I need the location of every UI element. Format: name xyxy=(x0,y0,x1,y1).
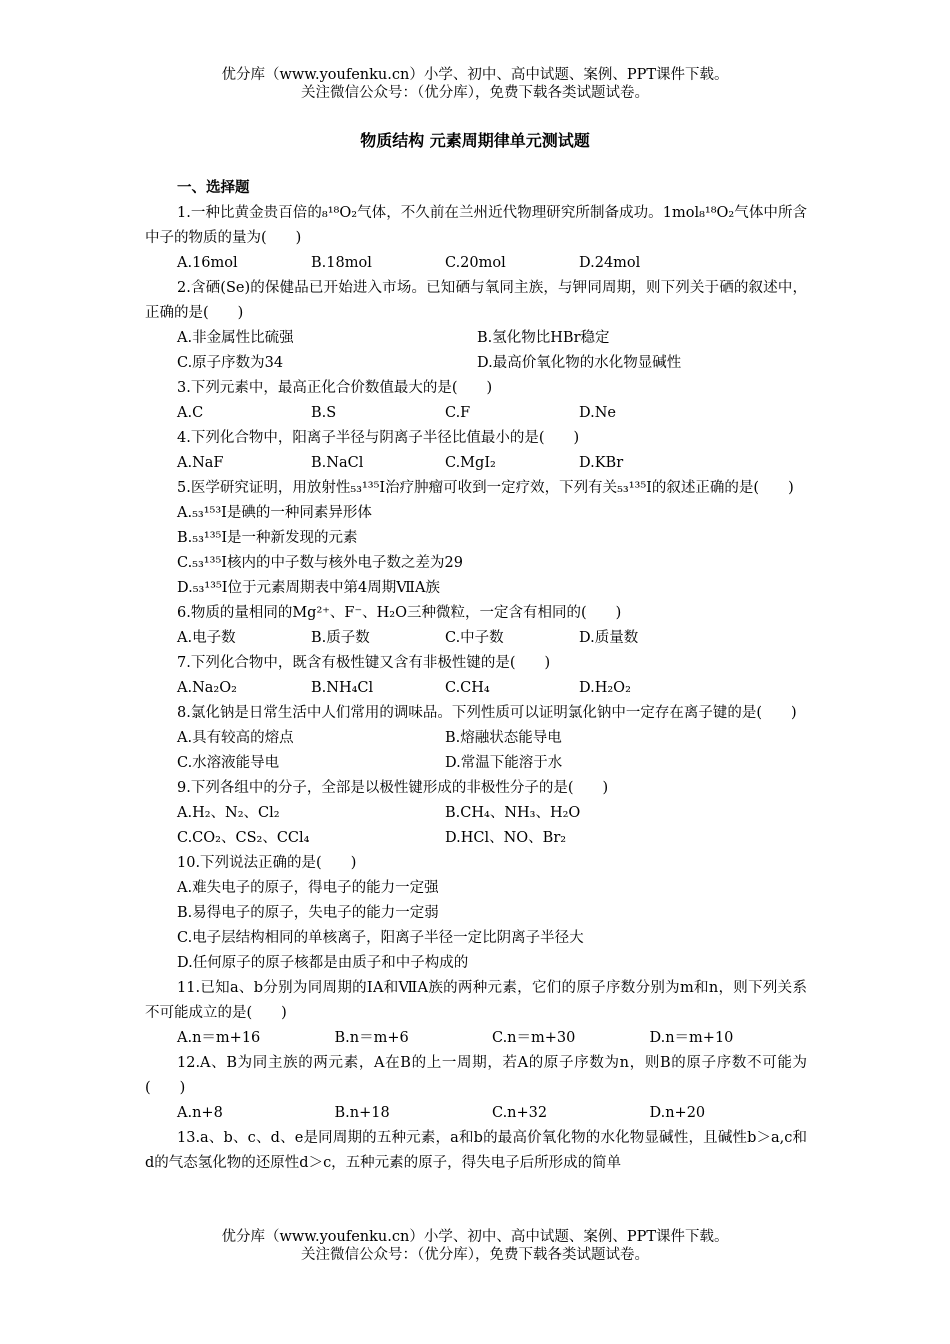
option: B.n+18 xyxy=(334,1105,390,1121)
question-13: 13.a、b、c、d、e是同周期的五种元素，a和b的最高价氧化物的水化物显碱性，且碱性b＞a,c和d的气态氢化物的还原性d＞c，五种元素的原子，得失电子后所形成的简单 xyxy=(145,1130,807,1171)
page-header xyxy=(0,66,950,102)
options-row xyxy=(145,951,807,976)
option: C.n＝m+30 xyxy=(492,1030,576,1046)
option: A.C xyxy=(177,405,204,421)
options-row xyxy=(145,451,807,476)
options-row xyxy=(145,676,807,701)
option: A.非金属性比硫强 xyxy=(177,330,294,346)
option: B.S xyxy=(311,405,337,421)
option: B.18mol xyxy=(311,255,372,271)
option: C.电子层结构相同的单核离子，阳离子半径一定比阴离子半径大 xyxy=(177,930,584,946)
option: A.电子数 xyxy=(177,630,236,646)
option: C.20mol xyxy=(445,255,506,271)
question-11: 11.已知a、b分别为同周期的ⅠA和ⅦA族的两种元素，它们的原子序数分别为m和n，则下列关系不可能成立的是( ) xyxy=(145,980,807,1021)
option: D.常温下能溶于水 xyxy=(445,755,563,771)
option: D.n＝m+10 xyxy=(649,1030,734,1046)
options-row xyxy=(145,901,807,926)
option: B.NaCl xyxy=(311,455,364,471)
options-row xyxy=(145,326,807,351)
question-1: 1.一种比黄金贵百倍的₈¹⁸O₂气体，不久前在兰州近代物理研究所制备成功。1mol₈¹⁸O₂气体中所含中子的物质的量为( ) xyxy=(145,205,807,246)
page-footer xyxy=(0,1228,950,1264)
option: C.n+32 xyxy=(492,1105,548,1121)
option: B.易得电子的原子，失电子的能力一定弱 xyxy=(177,905,439,921)
option: A.16mol xyxy=(177,255,238,271)
question-4: 4.下列化合物中，阳离子半径与阴离子半径比值最小的是( ) xyxy=(177,430,580,446)
option: B.NH₄Cl xyxy=(311,680,374,696)
option: A.n＝m+16 xyxy=(177,1030,261,1046)
option: C.水溶液能导电 xyxy=(177,755,280,771)
footer-line-2: 关注微信公众号：（优分库），免费下载各类试题试卷。 xyxy=(301,1247,649,1263)
options-row xyxy=(145,576,807,601)
question-2: 2.含硒(Se)的保健品已开始进入市场。已知硒与氧同主族，与钾同周期，则下列关于硒的叙述中，正确的是( ) xyxy=(145,280,807,321)
question-6: 6.物质的量相同的Mg²⁺、F⁻、H₂O三种微粒，一定含有相同的( ) xyxy=(177,605,622,621)
option: D.最高价氧化物的水化物显碱性 xyxy=(477,355,682,371)
option: C.CH₄ xyxy=(445,680,490,696)
options-row xyxy=(145,1101,807,1126)
options-row xyxy=(145,876,807,901)
option: C.F xyxy=(445,405,471,421)
option: D.₅₃¹³⁵I位于元素周期表中第4周期ⅦA族 xyxy=(177,580,440,596)
header-line-1: 优分库（www.youfenku.cn）小学、初中、高中试题、案例、PPT课件下载。 xyxy=(221,67,729,83)
option: D.H₂O₂ xyxy=(579,680,631,696)
option: B.氢化物比HBr稳定 xyxy=(477,330,610,346)
options-row xyxy=(145,751,807,776)
option: D.HCl、NO、Br₂ xyxy=(445,830,567,846)
option: D.Ne xyxy=(579,405,616,421)
option: A.n+8 xyxy=(177,1105,223,1121)
options-row xyxy=(145,1026,807,1051)
options-row xyxy=(145,626,807,651)
options-row xyxy=(145,501,807,526)
question-10: 10.下列说法正确的是( ) xyxy=(177,855,357,871)
option: D.24mol xyxy=(579,255,641,271)
option: A.₅₃¹⁵³I是碘的一种同素异形体 xyxy=(177,505,372,521)
options-row xyxy=(145,401,807,426)
options-row xyxy=(145,351,807,376)
options-row xyxy=(145,726,807,751)
section-heading: 一、选择题 xyxy=(177,180,250,196)
option: A.H₂、N₂、Cl₂ xyxy=(177,805,280,821)
question-3: 3.下列元素中，最高正化合价数值最大的是( ) xyxy=(177,380,493,396)
options-row xyxy=(145,826,807,851)
options-row xyxy=(145,551,807,576)
options-row xyxy=(145,526,807,551)
options-row xyxy=(145,801,807,826)
question-9: 9.下列各组中的分子，全部是以极性键形成的非极性分子的是( ) xyxy=(177,780,609,796)
option: C.₅₃¹³⁵I核内的中子数与核外电子数之差为29 xyxy=(177,555,463,571)
option: C.原子序数为34 xyxy=(177,355,284,371)
option: B.n＝m+6 xyxy=(334,1030,409,1046)
option: A.难失电子的原子，得电子的能力一定强 xyxy=(177,880,439,896)
option: A.NaF xyxy=(177,455,224,471)
option: C.CO₂、CS₂、CCl₄ xyxy=(177,830,310,846)
option: D.n+20 xyxy=(649,1105,706,1121)
question-8: 8.氯化钠是日常生活中人们常用的调味品。下列性质可以证明氯化钠中一定存在离子键的是( ) xyxy=(177,705,797,721)
question-7: 7.下列化合物中，既含有极性键又含有非极性键的是( ) xyxy=(177,655,551,671)
option: D.任何原子的原子核都是由质子和中子构成的 xyxy=(177,955,469,971)
option: B.熔融状态能导电 xyxy=(445,730,562,746)
option: A.Na₂O₂ xyxy=(177,680,237,696)
options-row xyxy=(145,251,807,276)
question-12: 12.A、B为同主族的两元素，A在B的上一周期，若A的原子序数为n，则B的原子序数不可能为( ) xyxy=(145,1055,807,1096)
question-5: 5.医学研究证明，用放射性₅₃¹³⁵I治疗肿瘤可收到一定疗效，下列有关₅₃¹³⁵I的叙述正确的是( ) xyxy=(177,480,794,496)
option: B.质子数 xyxy=(311,630,370,646)
header-line-2: 关注微信公众号：（优分库），免费下载各类试题试卷。 xyxy=(301,85,649,101)
footer-line-1: 优分库（www.youfenku.cn）小学、初中、高中试题、案例、PPT课件下载。 xyxy=(221,1229,729,1245)
page-title: 物质结构 元素周期律单元测试题 xyxy=(360,131,590,150)
option: B.CH₄、NH₃、H₂O xyxy=(445,805,581,821)
option: C.中子数 xyxy=(445,630,504,646)
options-row xyxy=(145,926,807,951)
option: B.₅₃¹³⁵I是一种新发现的元素 xyxy=(177,530,358,546)
option: D.KBr xyxy=(579,455,624,471)
option: D.质量数 xyxy=(579,630,639,646)
document-body xyxy=(145,176,807,1176)
option: A.具有较高的熔点 xyxy=(177,730,294,746)
option: C.MgI₂ xyxy=(445,455,496,471)
